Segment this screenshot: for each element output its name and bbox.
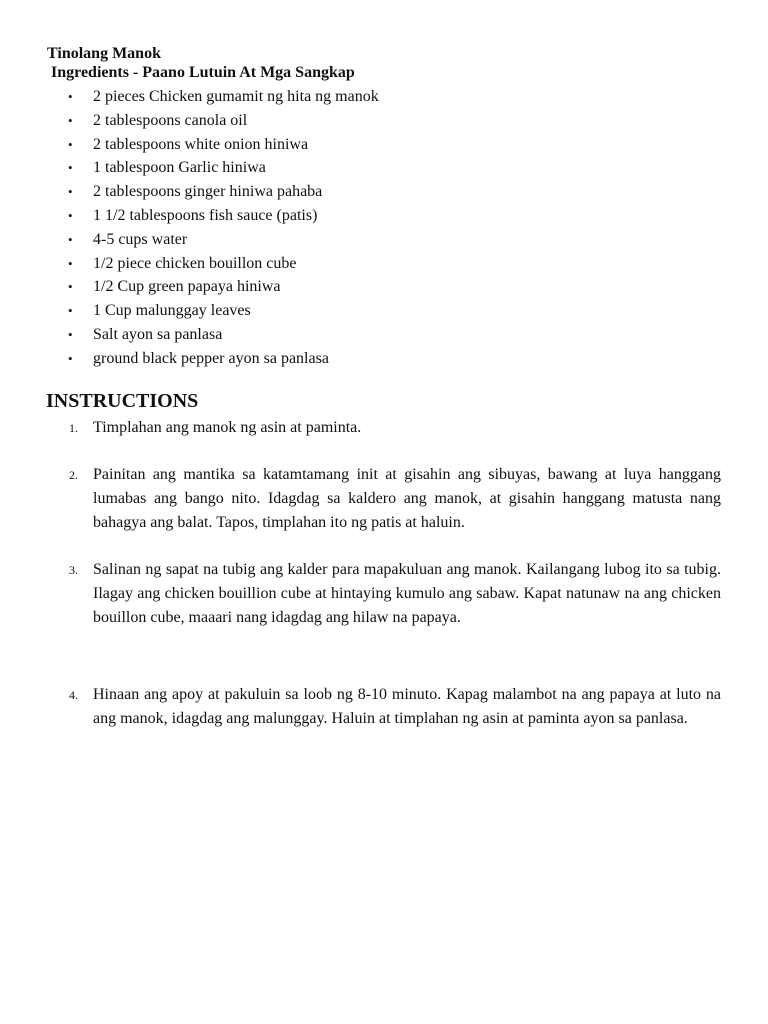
step-text: Painitan ang mantika sa katamtamang init at gisahin ang sibuyas, bawang at luya hanggang lumabas ang bango nito. Idagdag sa kaldero ang manok, at gisahin hanggang matusta nang bahagya ang balat. Tapos, timplahan ito ng patis at haluin. <box>93 466 721 531</box>
list-item <box>0 228 768 252</box>
ingredient-text: 4-5 cups water <box>93 230 188 248</box>
bullet-icon: • <box>68 184 73 200</box>
ingredient-text: 1 Cup malunggay leaves <box>93 302 251 320</box>
list-item <box>0 323 768 347</box>
ingredients-list <box>0 85 768 371</box>
list-item <box>0 347 768 371</box>
bullet-icon: • <box>68 136 73 152</box>
ingredient-text: 1/2 Cup green papaya hiniwa <box>93 278 281 296</box>
list-item <box>0 299 768 323</box>
ingredient-text: ground black pepper ayon sa panlasa <box>93 349 329 367</box>
step-number: 1. <box>69 421 78 435</box>
ingredient-text: 2 pieces Chicken gumamit ng hita ng manok <box>93 88 379 105</box>
bullet-icon: • <box>68 255 73 271</box>
bullet-icon: • <box>68 231 73 247</box>
list-item <box>0 85 768 109</box>
ingredient-text: 1 tablespoon Garlic hiniwa <box>93 159 266 177</box>
recipe-title: Tinolang Manok <box>47 45 161 62</box>
ingredient-text: 2 tablespoons white onion hiniwa <box>93 135 309 153</box>
list-item <box>0 180 768 204</box>
bullet-icon: • <box>68 326 73 342</box>
ingredients-heading: Ingredients - Paano Lutuin At Mga Sangkap <box>51 64 355 81</box>
bullet-icon: • <box>68 279 73 295</box>
list-item <box>0 133 768 157</box>
bullet-icon: • <box>68 112 73 128</box>
bullet-icon: • <box>68 89 73 104</box>
ingredient-text: 2 tablespoons canola oil <box>93 111 248 129</box>
ingredient-text: 1/2 piece chicken bouillon cube <box>93 254 297 272</box>
list-item <box>0 252 768 276</box>
list-item <box>0 275 768 299</box>
list-item <box>0 109 768 133</box>
bullet-icon: • <box>68 350 73 366</box>
bullet-icon: • <box>68 160 73 176</box>
step-number: 3. <box>69 563 78 577</box>
ingredient-text: 1 1/2 tablespoons fish sauce (patis) <box>93 206 318 224</box>
list-item <box>0 156 768 180</box>
bullet-icon: • <box>68 207 73 223</box>
step-text: Hinaan ang apoy at pakuluin sa loob ng 8-10 minuto. Kapag malambot na ang papaya at luto na ang manok, idagdag ang malunggay. Haluin at timplahan ng asin at paminta ayon sa panlasa. <box>93 686 721 727</box>
step-number: 4. <box>69 688 78 702</box>
step-text: Salinan ng sapat na tubig ang kalder para mapakuluan ang manok. Kailangang lubog ito sa tubig. Ilagay ang chicken bouillion cube at hintaying kumulo ang sabaw. Kapat natunaw na ang chicken bouillon cube, maaari nang idagdag ang hilaw na papaya. <box>93 561 721 626</box>
list-item <box>0 204 768 228</box>
step-number: 2. <box>69 468 78 482</box>
ingredient-text: 2 tablespoons ginger hiniwa pahaba <box>93 183 323 201</box>
bullet-icon: • <box>68 303 73 319</box>
step-text: Timplahan ang manok ng asin at paminta. <box>93 419 362 436</box>
instructions-heading: INSTRUCTIONS <box>46 390 199 412</box>
ingredient-text: Salt ayon sa panlasa <box>93 325 223 343</box>
